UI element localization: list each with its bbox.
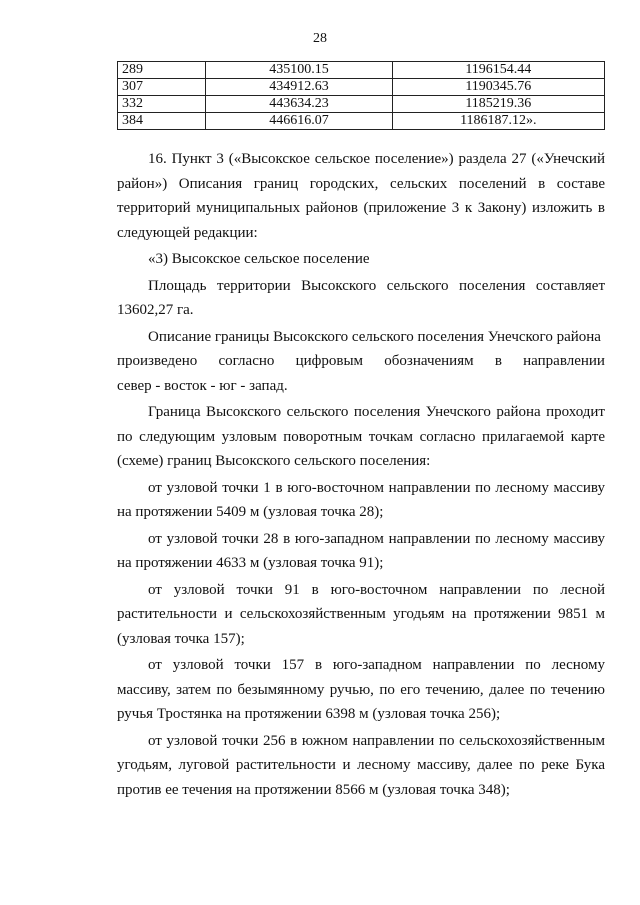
coordinates-table xyxy=(117,61,605,130)
x-coordinate-cell: 435100.15 xyxy=(206,62,392,79)
page-number: 28 xyxy=(313,31,327,46)
point-number-cell: 289 xyxy=(118,62,206,79)
description-second-line xyxy=(117,349,605,374)
boundary-segment-paragraph: от узловой точки 91 в юго-восточном направлении по лесной растительности и сельскохозяйственным угодьям на протяжении 9851 м (узловая точка 157); xyxy=(117,581,605,647)
point-number-cell: 307 xyxy=(118,79,206,96)
description-first-line: Описание границы Высокского сельского поселения Унечского района xyxy=(148,328,601,345)
point-number-cell: 332 xyxy=(118,96,206,113)
boundary-intro-paragraph: Граница Высокского сельского поселения Унечского района проходит по следующим узловым поворотным точкам согласно прилагаемой карте (схеме) границ Высокского сельского поселения: xyxy=(117,404,605,469)
y-coordinate-cell: 1185219.36 xyxy=(392,96,604,113)
description-word: произведено xyxy=(117,353,198,369)
description-word: направлении xyxy=(523,353,605,369)
section-heading: «3) Высокское сельское поселение xyxy=(148,251,370,267)
table-row xyxy=(118,113,605,130)
x-coordinate-cell: 446616.07 xyxy=(206,113,392,130)
table-row xyxy=(118,62,605,79)
boundary-segment-paragraph: от узловой точки 1 в юго-восточном направлении по лесному массиву на протяжении 5409 м (узловая точка 28); xyxy=(117,479,605,520)
boundary-segment-paragraph: от узловой точки 256 в южном направлении по сельскохозяйственным угодьям, луговой растительности и лесному массиву, далее по реке Бука против ее течения на протяжении 8566 м (узловая точка 348); xyxy=(117,732,605,798)
boundary-segment-paragraph: от узловой точки 157 в юго-западном направлении по лесному массиву, затем по безымянному ручью, по его течению, далее по течению ручья Тростянка на протяжении 6398 м (узловая точка 256); xyxy=(117,657,605,722)
table-row xyxy=(118,79,605,96)
y-coordinate-cell: 1190345.76 xyxy=(392,79,604,96)
description-word: цифровым xyxy=(295,353,364,369)
amendment-paragraph: 16. Пункт 3 («Высокское сельское поселение») раздела 27 («Унечский район») Описания границ городских, сельских поселений в составе территорий муниципальных районов (приложение 3 к Закону) изложить в следующей редакции: xyxy=(117,151,605,241)
y-coordinate-cell: 1186187.12». xyxy=(392,113,604,130)
x-coordinate-cell: 434912.63 xyxy=(206,79,392,96)
boundary-segment-paragraph: от узловой точки 28 в юго-западном направлении по лесному массиву на протяжении 4633 м (узловая точка 91); xyxy=(117,530,605,571)
y-coordinate-cell: 1196154.44 xyxy=(392,62,604,79)
description-paragraph xyxy=(117,325,605,350)
description-word: в xyxy=(494,353,502,369)
description-word: обозначениям xyxy=(384,353,474,369)
document-body xyxy=(117,147,605,802)
point-number-cell: 384 xyxy=(118,113,206,130)
x-coordinate-cell: 443634.23 xyxy=(206,96,392,113)
area-paragraph: Площадь территории Высокского сельского поселения составляет 13602,27 га. xyxy=(117,277,605,318)
description-word: согласно xyxy=(218,353,275,369)
table-row xyxy=(118,96,605,113)
description-last-line: север - восток - юг - запад. xyxy=(117,377,288,394)
